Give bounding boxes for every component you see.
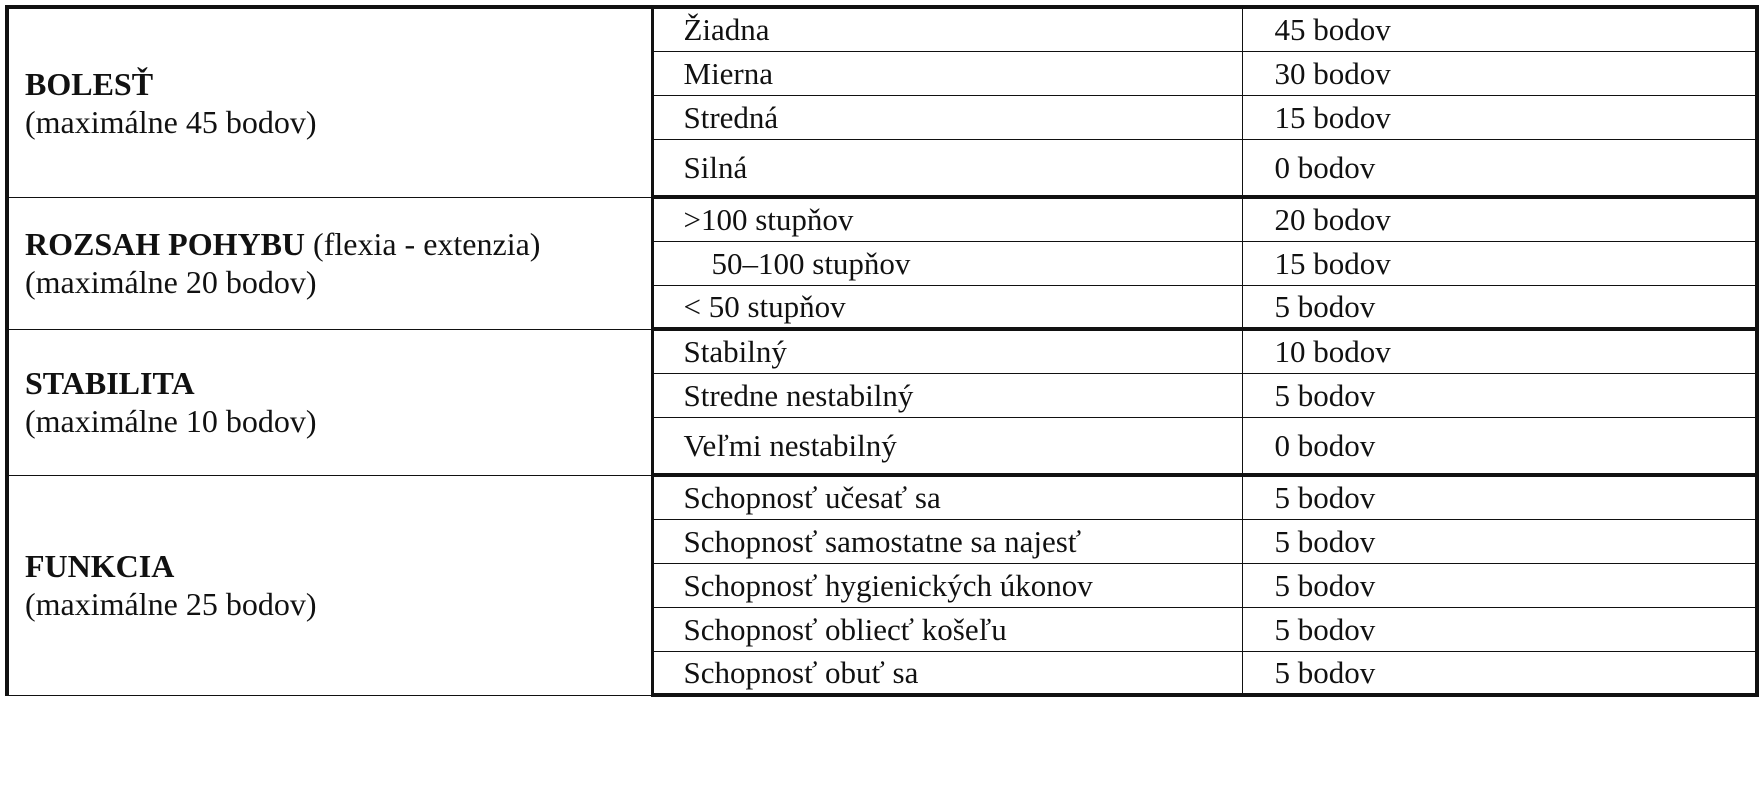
table-row xyxy=(7,475,1757,519)
points-cell: 0 bodov xyxy=(1242,139,1757,197)
category-max: (maximálne 25 bodov) xyxy=(25,586,317,622)
points-cell: 0 bodov xyxy=(1242,417,1757,475)
points-cell: 5 bodov xyxy=(1242,607,1757,651)
category-cell-pain xyxy=(7,7,652,197)
points-cell: 5 bodov xyxy=(1242,519,1757,563)
item-cell: Schopnosť učesať sa xyxy=(652,475,1242,519)
item-cell: Schopnosť obuť sa xyxy=(652,651,1242,695)
item-cell: Schopnosť samostatne sa najesť xyxy=(652,519,1242,563)
item-cell xyxy=(652,241,1242,285)
table-row xyxy=(7,329,1757,373)
item-cell: Veľmi nestabilný xyxy=(652,417,1242,475)
category-cell-range-of-motion xyxy=(7,197,652,329)
table-row xyxy=(7,197,1757,241)
item-cell: < 50 stupňov xyxy=(652,285,1242,329)
category-title: ROZSAH POHYBU xyxy=(25,226,306,262)
points-cell: 15 bodov xyxy=(1242,241,1757,285)
category-cell-function xyxy=(7,475,652,695)
category-max: (maximálne 20 bodov) xyxy=(25,264,317,300)
points-cell: 5 bodov xyxy=(1242,285,1757,329)
points-cell: 5 bodov xyxy=(1242,563,1757,607)
category-note: (flexia - extenzia) xyxy=(305,226,541,262)
item-cell: Stabilný xyxy=(652,329,1242,373)
points-cell: 20 bodov xyxy=(1242,197,1757,241)
category-cell-stability xyxy=(7,329,652,475)
item-cell: Žiadna xyxy=(652,7,1242,51)
item-cell: Mierna xyxy=(652,51,1242,95)
points-cell: 5 bodov xyxy=(1242,651,1757,695)
item-cell: Schopnosť hygienických úkonov xyxy=(652,563,1242,607)
category-max: (maximálne 45 bodov) xyxy=(25,103,317,140)
points-cell: 5 bodov xyxy=(1242,475,1757,519)
item-cell: Schopnosť obliecť košeľu xyxy=(652,607,1242,651)
item-cell: Stredne nestabilný xyxy=(652,373,1242,417)
table-row xyxy=(7,7,1757,51)
item-text: 50–100 stupňov xyxy=(711,245,911,281)
points-cell: 45 bodov xyxy=(1242,7,1757,51)
category-title: STABILITA xyxy=(25,365,195,401)
points-cell: 15 bodov xyxy=(1242,95,1757,139)
category-title: BOLESŤ xyxy=(25,65,154,102)
item-cell: >100 stupňov xyxy=(652,197,1242,241)
category-title: FUNKCIA xyxy=(25,548,175,584)
item-cell: Stredná xyxy=(652,95,1242,139)
item-cell: Silná xyxy=(652,139,1242,197)
points-cell: 30 bodov xyxy=(1242,51,1757,95)
points-cell: 10 bodov xyxy=(1242,329,1757,373)
score-table xyxy=(5,5,1759,697)
points-cell: 5 bodov xyxy=(1242,373,1757,417)
category-max: (maximálne 10 bodov) xyxy=(25,403,317,439)
